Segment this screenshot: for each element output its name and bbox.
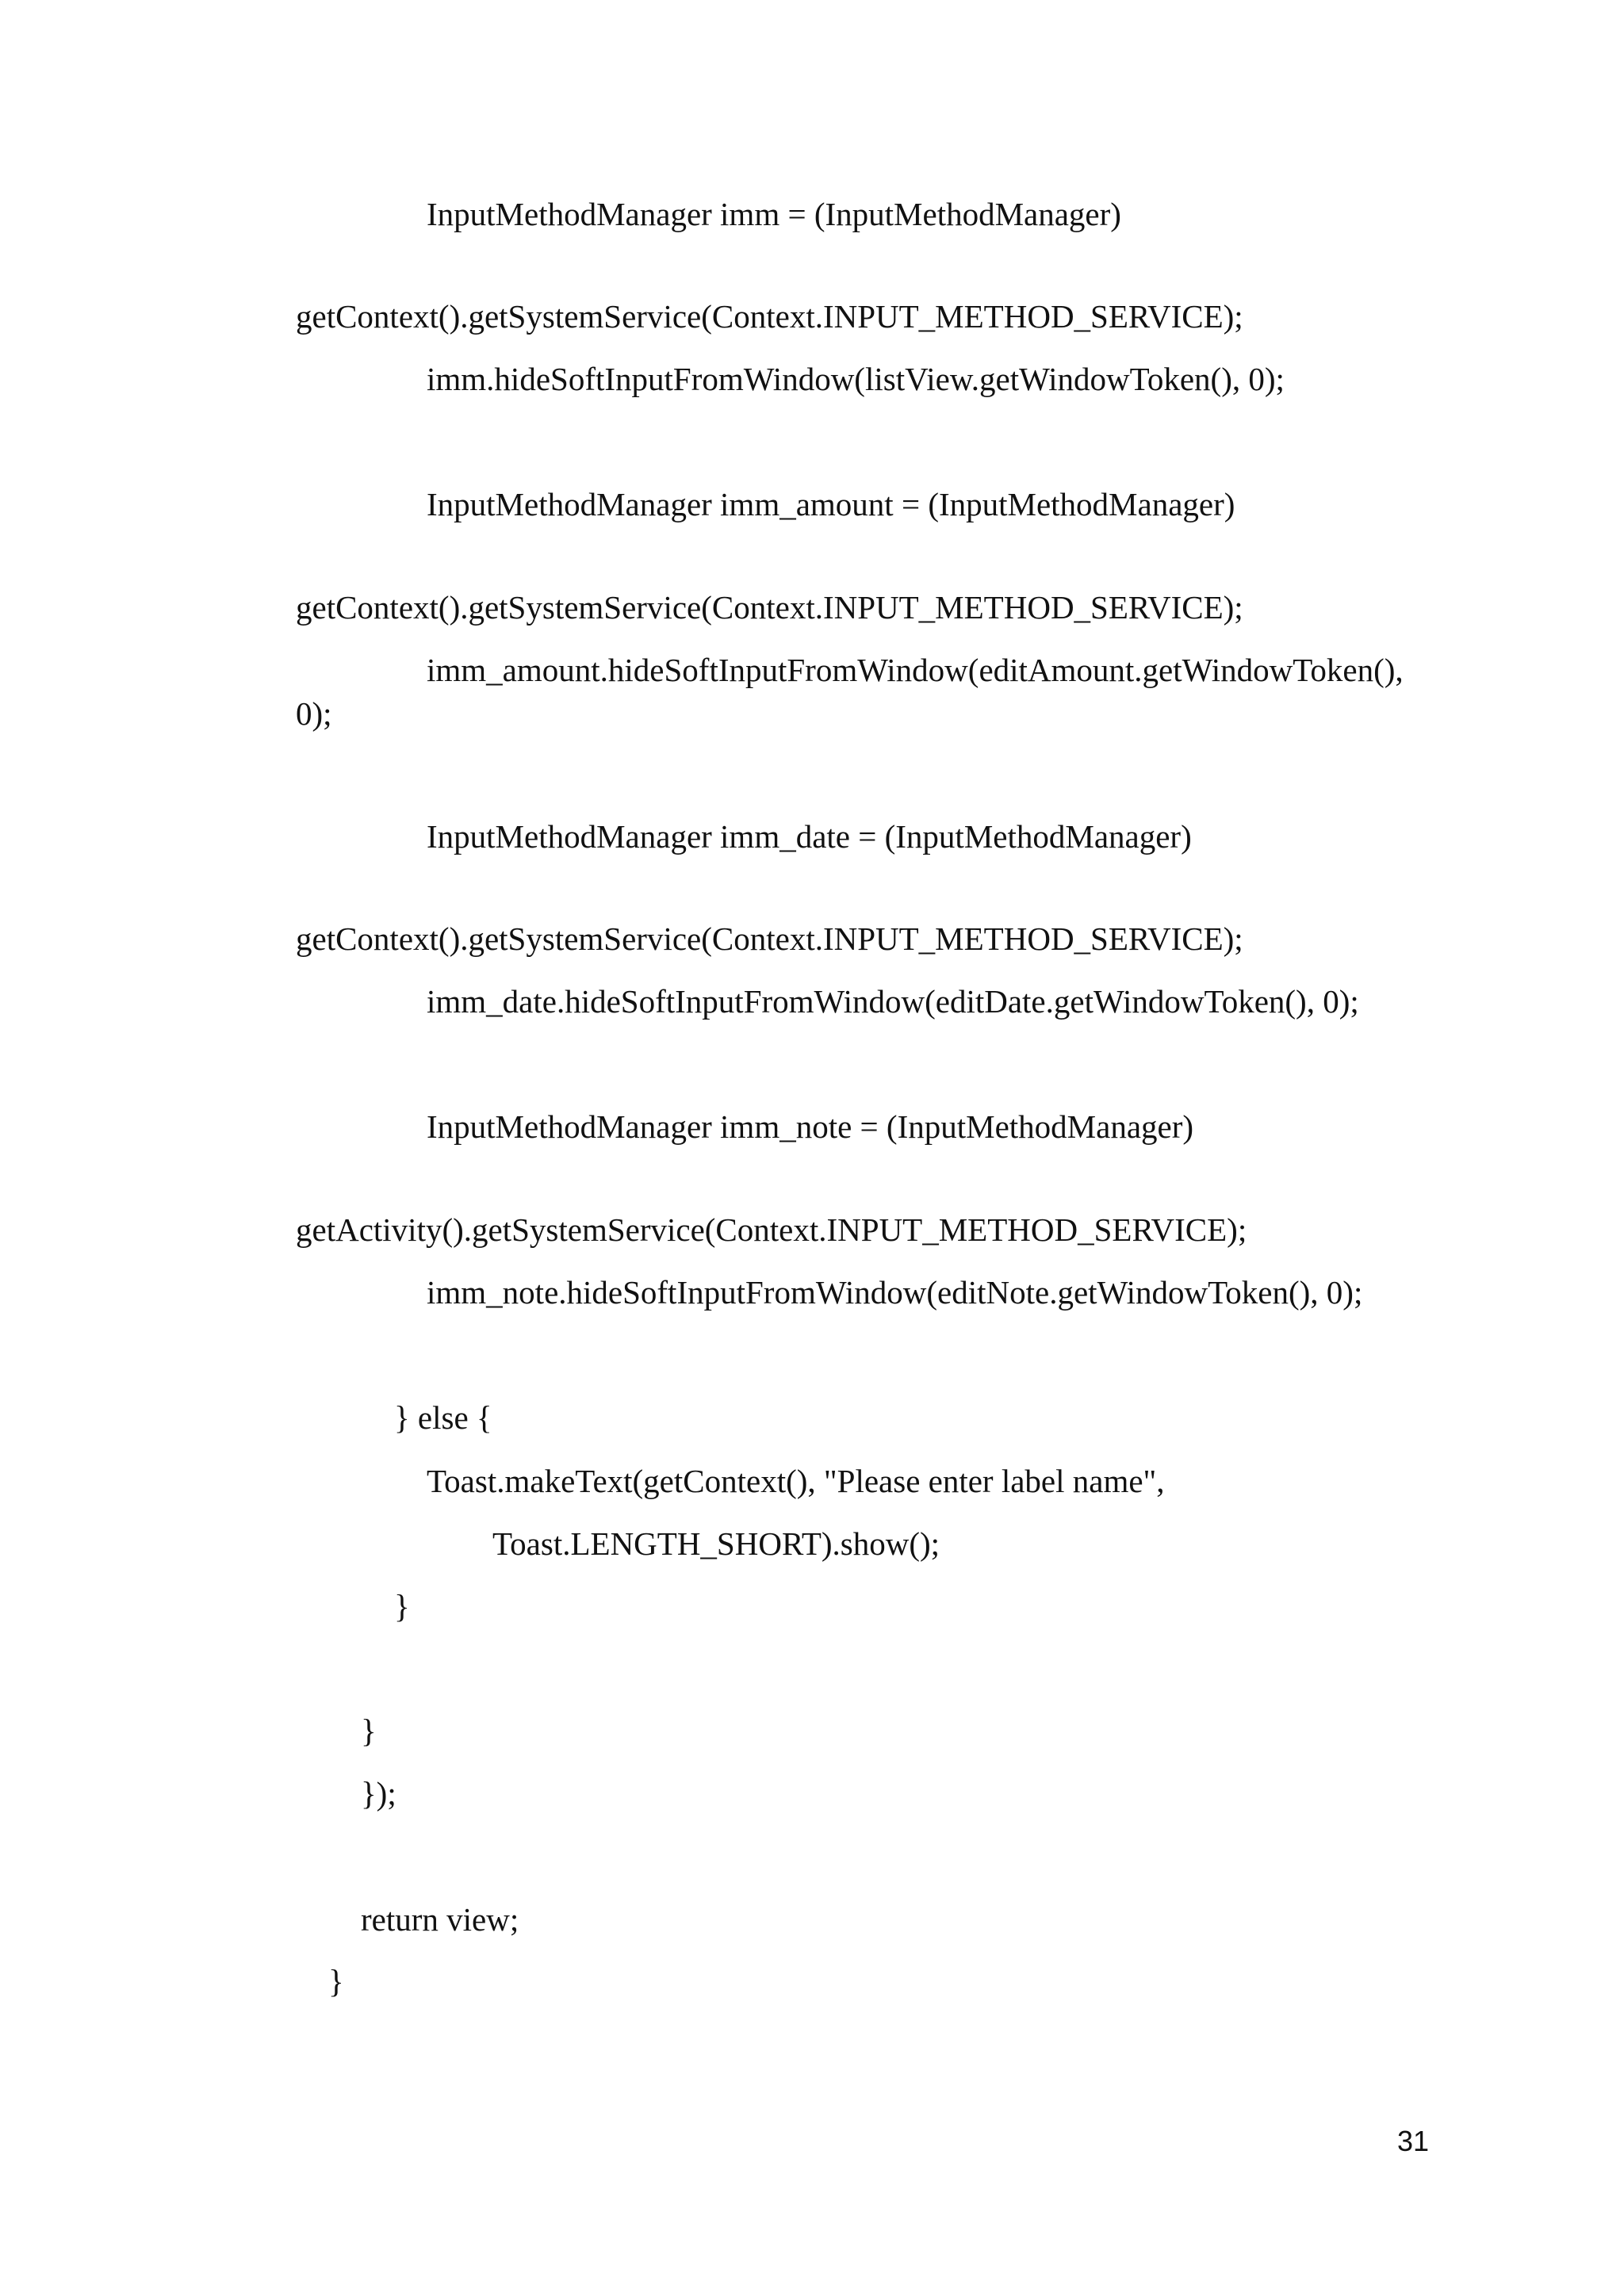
code-line: Toast.makeText(getContext(), "Please enter label name", bbox=[427, 1463, 1165, 1499]
code-line: getContext().getSystemService(Context.INPUT_METHOD_SERVICE); bbox=[296, 589, 1243, 626]
code-line: }); bbox=[361, 1775, 396, 1812]
code-line: imm_amount.hideSoftInputFromWindow(editAmount.getWindowToken(), bbox=[427, 652, 1404, 688]
page-number: 31 bbox=[1397, 2125, 1430, 2157]
code-line: InputMethodManager imm_date = (InputMethodManager) bbox=[427, 818, 1192, 855]
code-line: Toast.LENGTH_SHORT).show(); bbox=[492, 1525, 940, 1562]
code-line: return view; bbox=[361, 1901, 519, 1938]
code-line: imm_date.hideSoftInputFromWindow(editDate.getWindowToken(), 0); bbox=[427, 983, 1359, 1020]
code-line: } bbox=[361, 1712, 377, 1749]
code-line: getContext().getSystemService(Context.INPUT_METHOD_SERVICE); bbox=[296, 920, 1243, 957]
code-line: getActivity().getSystemService(Context.INPUT_METHOD_SERVICE); bbox=[296, 1211, 1247, 1248]
code-line: 0); bbox=[296, 695, 332, 732]
code-line: } bbox=[328, 1963, 344, 1999]
code-line: InputMethodManager imm_amount = (InputMethodManager) bbox=[427, 486, 1235, 522]
code-line: imm.hideSoftInputFromWindow(listView.getWindowToken(), 0); bbox=[427, 361, 1285, 397]
code-line: InputMethodManager imm_note = (InputMethodManager) bbox=[427, 1108, 1194, 1145]
code-line: } else { bbox=[394, 1399, 492, 1436]
code-line: InputMethodManager imm = (InputMethodManager) bbox=[427, 196, 1121, 232]
code-line: getContext().getSystemService(Context.INPUT_METHOD_SERVICE); bbox=[296, 298, 1243, 335]
code-line: imm_note.hideSoftInputFromWindow(editNote.getWindowToken(), 0); bbox=[427, 1274, 1363, 1311]
code-line: } bbox=[394, 1588, 410, 1624]
